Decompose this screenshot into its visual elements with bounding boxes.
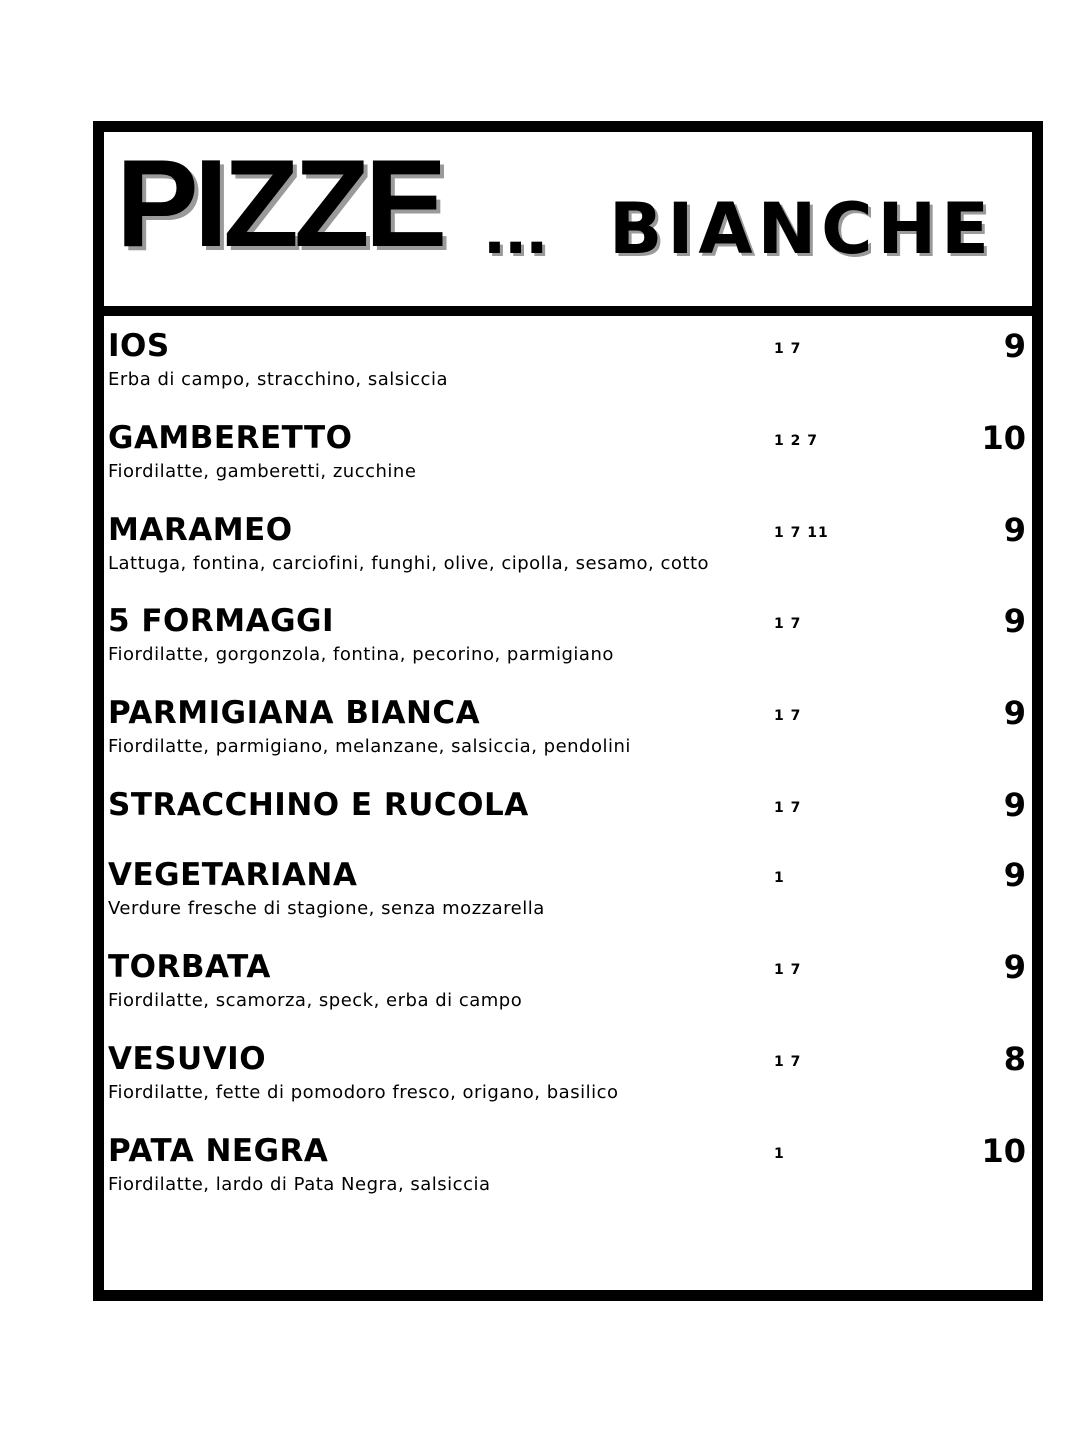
menu-header [104,132,1032,316]
item-name: TORBATA [108,949,271,985]
item-allergens: 1 2 7 [774,433,818,449]
menu-item [104,855,1032,935]
item-description: Fiordilatte, fette di pomodoro fresco, origano, basilico [108,1082,619,1103]
item-name: VESUVIO [108,1041,267,1077]
item-price: 9 [1003,856,1026,894]
item-name: STRACCHINO E RUCOLA [108,787,529,823]
item-name: MARAMEO [108,512,293,548]
item-allergens: 1 7 [774,616,802,632]
item-allergens: 1 7 [774,708,802,724]
item-price: 9 [1003,327,1026,365]
item-allergens: 1 7 11 [774,525,829,541]
item-description: Fiordilatte, gamberetti, zucchine [108,461,417,482]
menu-item [104,418,1032,498]
item-description: Erba di campo, stracchino, salsiccia [108,369,448,390]
item-description: Fiordilatte, parmigiano, melanzane, salsiccia, pendolini [108,736,631,757]
menu-item [104,510,1032,590]
item-allergens: 1 7 [774,800,802,816]
item-allergens: 1 7 [774,962,802,978]
menu-item [104,693,1032,773]
menu-title: PIZZE [116,135,443,273]
item-description: Lattuga, fontina, carciofini, funghi, olive, cipolla, sesamo, cotto [108,553,710,574]
item-description: Verdure fresche di stagione, senza mozzarella [108,898,545,919]
menu-item [104,1039,1032,1119]
menu-frame [93,121,1043,1301]
item-description: Fiordilatte, gorgonzola, fontina, pecorino, parmigiano [108,644,614,665]
item-description: Fiordilatte, lardo di Pata Negra, salsiccia [108,1174,491,1195]
item-name: VEGETARIANA [108,857,358,893]
menu-item [104,1131,1032,1211]
menu-item [104,601,1032,681]
item-name: PARMIGIANA BIANCA [108,695,481,731]
menu-subtitle: BIANCHE [609,188,994,270]
item-price: 9 [1003,786,1026,824]
menu-item [104,785,1032,865]
menu-title-ellipsis: ... [484,185,548,270]
item-allergens: 1 7 [774,341,802,357]
item-price: 9 [1003,694,1026,732]
item-price: 8 [1003,1040,1026,1078]
item-name: PATA NEGRA [108,1133,329,1169]
item-name: 5 FORMAGGI [108,603,335,639]
item-allergens: 1 [774,1146,785,1162]
menu-item [104,326,1032,406]
item-description: Fiordilatte, scamorza, speck, erba di campo [108,990,523,1011]
menu-item [104,947,1032,1027]
item-allergens: 1 7 [774,1054,802,1070]
item-price: 9 [1003,948,1026,986]
item-price: 10 [981,419,1026,457]
item-name: GAMBERETTO [108,420,353,456]
item-price: 9 [1003,511,1026,549]
item-allergens: 1 [774,870,785,886]
item-price: 10 [981,1132,1026,1170]
item-name: IOS [108,328,170,364]
item-price: 9 [1003,602,1026,640]
